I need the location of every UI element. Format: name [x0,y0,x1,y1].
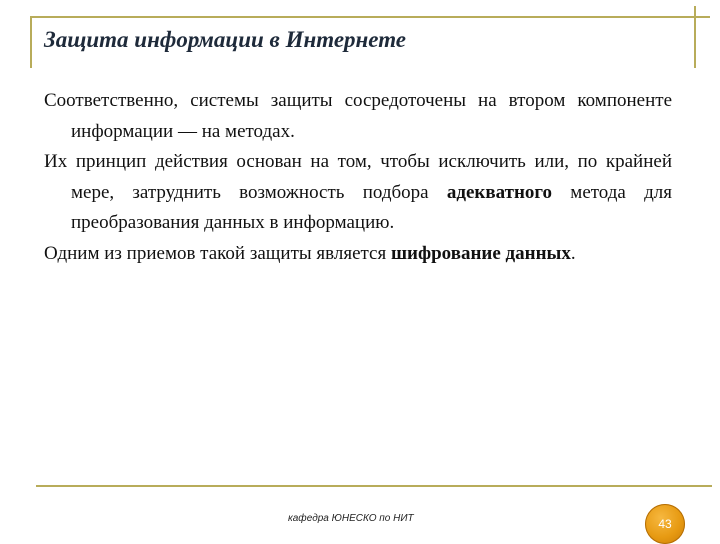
paragraph-3 [44,239,672,270]
title-frame-left-line [30,16,32,68]
paragraph-3-trail: . [570,242,576,264]
title-frame-right-line [694,6,696,68]
page-number-badge: 43 [645,504,685,544]
paragraph-1-text: Соответственно, системы защиты сосредоточены на втором компоненте информации — на методах. [44,90,672,142]
footer-text: кафедра ЮНЕСКО по НИТ [288,513,414,524]
paragraph-2-trail: метода для преобразования данных в информацию. [71,181,672,233]
paragraph-3-lead: Одним из приемов такой защиты является [44,242,391,264]
footer-divider [36,485,712,487]
paragraph-2-lead: Их принцип действия основан на том, чтобы исключить или, по крайней мере, затруднить возможность подбора [44,151,672,203]
title-frame-top-line [30,16,710,18]
paragraph-1 [44,86,672,147]
paragraph-2-emphasis: адекватного [446,181,553,203]
paragraph-3-emphasis: шифрование данных [390,242,571,264]
slide-body [44,86,672,269]
slide-title: Защита информации в Интернете [44,27,407,52]
paragraph-2 [44,147,672,239]
